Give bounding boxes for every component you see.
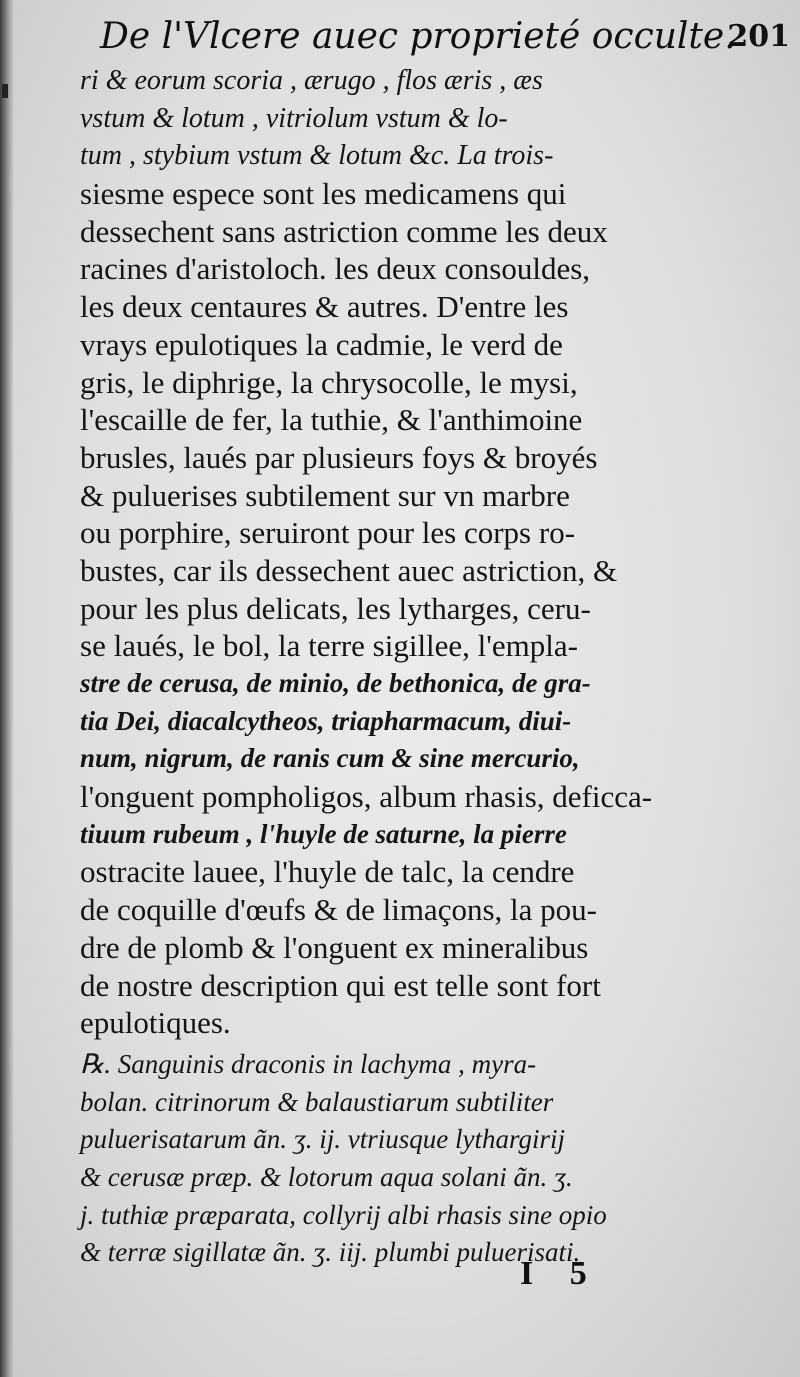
text-line: tum , stybium vstum & lotum &c. La trois- [80,140,554,172]
text-line: siesme espece sont les medicamens qui [80,176,567,212]
text-line: se laués, le bol, la terre sigillee, l'empla- [80,628,578,664]
book-spine-shadow [0,0,14,1377]
text-line: tiuum rubeum , l'huyle de saturne, la pierre [80,818,567,849]
recipe-line: bolan. citrinorum & balaustiarum subtiliter [80,1086,554,1117]
running-title: De l'Vlcere auec proprieté occulte. [100,16,736,57]
text-line: gris, le diphrige, la chrysocolle, le mysi, [80,364,578,400]
recipe-line: j. tuthiæ præparata, collyrij albi rhasis sine opio [80,1199,607,1230]
text-line: pour les plus delicats, les lytharges, ceru- [80,590,591,626]
text-line: brusles, laués par plusieurs foys & broyés [80,439,598,475]
page-number: 201 [727,19,790,54]
text-line: epulotiques. [80,1005,231,1041]
text-line: & puluerises subtilement sur vn marbre [80,477,570,513]
running-header [100,12,790,62]
text-line: de coquille d'œufs & de limaçons, la pou- [80,892,597,928]
text-line: dessechent sans astriction comme les deux [80,213,608,249]
text-line: vrays epulotiques la cadmie, le verd de [80,326,563,362]
recipe-line: ℞. Sanguinis draconis in lachyma , myra- [80,1048,537,1079]
text-line: bustes, car ils dessechent auec astriction, & [80,552,618,588]
text-body [80,62,770,1272]
text-line: racines d'aristoloch. les deux consouldes, [80,251,591,287]
text-line: ri & eorum scoria , ærugo , flos æris , æs [80,65,543,96]
text-line: dre de plomb & l'onguent ex mineralibus [80,929,589,965]
text-line: l'onguent pompholigos, album rhasis, deficca- [80,779,653,815]
signature-mark: I 5 [520,1255,601,1292]
text-line: de nostre description qui est telle sont fort [80,967,601,1003]
text-line: l'escaille de fer, la tuthie, & l'anthimoine [80,402,583,438]
recipe-line: & terræ sigillatæ ãn. ʒ. iij. plumbi puluerisati. [80,1237,581,1268]
text-line: tia Dei, diacalcytheos, triapharmacum, diui- [80,705,572,736]
text-line: vstum & lotum , vitriolum vstum & lo- [80,102,508,134]
text-line: num, nigrum, de ranis cum & sine mercurio, [80,743,580,774]
text-line: ou porphire, seruiront pour les corps ro- [80,515,576,551]
text-line: stre de cerusa, de minio, de bethonica, de gra- [80,668,591,698]
recipe-line: & cerusæ præp. & lotorum aqua solani ãn. ʒ. [80,1161,573,1192]
text-line: les deux centaures & autres. D'entre les [80,289,569,325]
text-line: ostracite lauee, l'huyle de talc, la cendre [80,854,575,890]
recipe-line: puluerisatarum ãn. ʒ. ij. vtriusque lythargirij [80,1124,565,1155]
margin-mark [2,84,8,98]
